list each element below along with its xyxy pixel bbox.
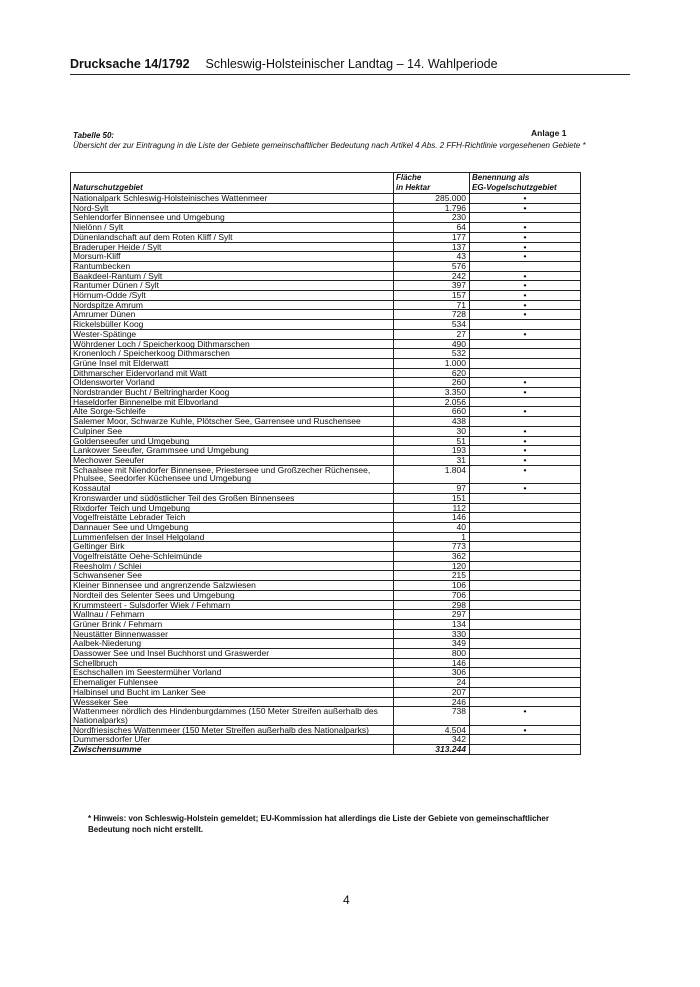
table-caption: Übersicht der zur Eintragung in die Liste der Gebiete gemeinschaftlicher Bedeutung nach Artikel 4 Abs. 2 FFH-Richtlinie vorgesehenen Gebiete *: [73, 141, 586, 150]
bird-area-mark-cell: •: [470, 436, 581, 446]
area-cell: 193: [394, 446, 470, 456]
table-row: [71, 358, 581, 368]
area-cell: 298: [394, 600, 470, 610]
site-name-cell: Baakdeel-Rantum / Sylt: [71, 271, 394, 281]
site-name-cell: Schaalsee mit Niendorfer Binnensee, Priestersee und Großzecher Rüchensee, Phulsee, Seedorfer Küchensee und Umgebung: [71, 465, 394, 483]
area-cell: 706: [394, 590, 470, 600]
footnote: * Hinweis: von Schleswig-Holstein gemeldet; EU-Kommission hat allerdings die Liste der Gebiete von gemeinschaftlicher Bedeutung noch nicht erstellt.: [88, 814, 549, 834]
table-row: [71, 436, 581, 446]
bird-area-mark-cell: [470, 639, 581, 649]
table-row: [71, 561, 581, 571]
bird-area-mark-cell: [470, 561, 581, 571]
bird-area-mark-cell: [470, 493, 581, 503]
area-cell: 242: [394, 271, 470, 281]
bird-area-mark-cell: [470, 320, 581, 330]
area-cell: 230: [394, 213, 470, 223]
site-name-cell: Nordstrander Bucht / Beltringharder Koog: [71, 388, 394, 398]
area-cell: 1.804: [394, 465, 470, 483]
bird-area-mark-cell: [470, 532, 581, 542]
area-cell: 157: [394, 291, 470, 301]
area-cell: 215: [394, 571, 470, 581]
site-name-cell: Amrumer Dünen: [71, 310, 394, 320]
table-row: [71, 397, 581, 407]
area-cell: 146: [394, 658, 470, 668]
site-name-cell: Halbinsel und Bucht im Lanker See: [71, 687, 394, 697]
table-row: [71, 522, 581, 532]
bird-area-mark-cell: [470, 397, 581, 407]
table-row: [71, 417, 581, 427]
table-row: [71, 426, 581, 436]
area-cell: 773: [394, 542, 470, 552]
site-name-cell: Rixdorfer Teich und Umgebung: [71, 503, 394, 513]
area-cell: 246: [394, 697, 470, 707]
area-cell: 177: [394, 232, 470, 242]
site-name-cell: Wöhrdener Loch / Speicherkoog Dithmarschen: [71, 339, 394, 349]
area-cell: 490: [394, 339, 470, 349]
area-cell: 112: [394, 503, 470, 513]
table-row: [71, 687, 581, 697]
table-row: [71, 649, 581, 659]
area-cell: 4.504: [394, 725, 470, 735]
bird-area-mark-cell: [470, 213, 581, 223]
column-header-bird-area: [470, 173, 581, 194]
area-cell: 31: [394, 455, 470, 465]
table-row: [71, 213, 581, 223]
bird-area-mark-cell: [470, 552, 581, 562]
site-name-cell: Hörnum-Odde /Sylt: [71, 291, 394, 301]
bird-area-mark-cell: [470, 687, 581, 697]
area-cell: 3.350: [394, 388, 470, 398]
bird-area-mark-cell: [470, 261, 581, 271]
area-cell: 40: [394, 522, 470, 532]
bird-area-mark-cell: [470, 358, 581, 368]
area-cell: 330: [394, 629, 470, 639]
table-row: [71, 513, 581, 523]
table-row: [71, 629, 581, 639]
site-name-cell: Nordspitze Amrum: [71, 300, 394, 310]
site-name-cell: Rantumbecken: [71, 261, 394, 271]
column-header-name: Naturschutzgebiet: [71, 173, 394, 194]
table-row: [71, 194, 581, 204]
table-row: [71, 339, 581, 349]
site-name-cell: Culpiner See: [71, 426, 394, 436]
bird-area-mark-cell: •: [470, 388, 581, 398]
table-row: [71, 465, 581, 483]
bird-area-mark-cell: •: [470, 378, 581, 388]
table-row: [71, 252, 581, 262]
site-name-cell: Kleiner Binnensee und angrenzende Salzwiesen: [71, 581, 394, 591]
area-cell: 71: [394, 300, 470, 310]
bird-area-mark-cell: [470, 649, 581, 659]
table-row: [71, 600, 581, 610]
site-name-cell: Geltinger Birk: [71, 542, 394, 552]
site-name-cell: Kossautal: [71, 484, 394, 494]
table-row: [71, 320, 581, 330]
table-row: [71, 678, 581, 688]
bird-area-mark-cell: [470, 600, 581, 610]
site-name-cell: Salemer Moor, Schwarze Kuhle, Plötscher See, Garrensee und Ruschensee: [71, 417, 394, 427]
site-name-cell: Vogelfreistätte Lebrader Teich: [71, 513, 394, 523]
area-cell: 738: [394, 707, 470, 725]
area-cell: 24: [394, 678, 470, 688]
site-name-cell: Goldenseeufer und Umgebung: [71, 436, 394, 446]
table-row: [71, 455, 581, 465]
site-name-cell: Haseldorfer Binnenelbe mit Elbvorland: [71, 397, 394, 407]
column-header-area: [394, 173, 470, 194]
area-cell: 362: [394, 552, 470, 562]
bird-area-mark-cell: [470, 542, 581, 552]
bird-area-mark-cell: [470, 658, 581, 668]
site-name-cell: Dassower See und Insel Buchhorst und Graswerder: [71, 649, 394, 659]
area-cell: 51: [394, 436, 470, 446]
table-row: [71, 261, 581, 271]
bird-area-mark-cell: •: [470, 291, 581, 301]
table-row: [71, 368, 581, 378]
area-cell: 306: [394, 668, 470, 678]
area-cell: 534: [394, 320, 470, 330]
site-name-cell: Lankower Seeufer, Grammsee und Umgebung: [71, 446, 394, 456]
site-name-cell: Aalbek-Niederung: [71, 639, 394, 649]
table-row: [71, 378, 581, 388]
area-cell: 1.796: [394, 203, 470, 213]
bird-area-mark-cell: [470, 522, 581, 532]
area-cell: 660: [394, 407, 470, 417]
bird-area-mark-cell: •: [470, 203, 581, 213]
site-name-cell: Nordfriesisches Wattenmeer (150 Meter Streifen außerhalb des Nationalparks): [71, 725, 394, 735]
area-cell: 207: [394, 687, 470, 697]
area-cell: 438: [394, 417, 470, 427]
site-name-cell: Ehemaliger Fuhlensee: [71, 678, 394, 688]
table-row: [71, 735, 581, 745]
subtotal-empty: [470, 745, 581, 755]
site-name-cell: Schwansener See: [71, 571, 394, 581]
bird-area-mark-cell: •: [470, 455, 581, 465]
table-row: [71, 697, 581, 707]
subtotal-row: [71, 745, 581, 755]
table-row: [71, 329, 581, 339]
table-row: [71, 310, 581, 320]
site-name-cell: Lummenfelsen der Insel Helgoland: [71, 532, 394, 542]
area-cell: 151: [394, 493, 470, 503]
bird-area-mark-cell: [470, 619, 581, 629]
area-cell: 27: [394, 329, 470, 339]
site-name-cell: Wesseker See: [71, 697, 394, 707]
table-row: [71, 232, 581, 242]
area-cell: 1: [394, 532, 470, 542]
table-row: [71, 484, 581, 494]
site-name-cell: Mechower Seeufer: [71, 455, 394, 465]
bird-area-mark-cell: •: [470, 725, 581, 735]
page-number: 4: [343, 893, 350, 907]
table-row: [71, 446, 581, 456]
bird-area-mark-cell: •: [470, 271, 581, 281]
column-header-area-line2: in Hektar: [396, 183, 431, 192]
bird-area-mark-cell: •: [470, 707, 581, 725]
area-cell: 576: [394, 261, 470, 271]
area-cell: 285.000: [394, 194, 470, 204]
table-row: [71, 639, 581, 649]
table-row: [71, 532, 581, 542]
area-cell: 146: [394, 513, 470, 523]
table-row: [71, 552, 581, 562]
bird-area-mark-cell: [470, 678, 581, 688]
area-cell: 43: [394, 252, 470, 262]
site-name-cell: Dummersdorfer Ufer: [71, 735, 394, 745]
area-cell: 64: [394, 223, 470, 233]
area-cell: 728: [394, 310, 470, 320]
column-header-area-line1: Fläche: [396, 173, 422, 182]
bird-area-mark-cell: [470, 503, 581, 513]
area-cell: 800: [394, 649, 470, 659]
site-name-cell: Sehlendorfer Binnensee und Umgebung: [71, 213, 394, 223]
bird-area-mark-cell: [470, 513, 581, 523]
area-cell: 134: [394, 619, 470, 629]
table-row: [71, 203, 581, 213]
table-row: [71, 407, 581, 417]
table-row: [71, 271, 581, 281]
subtotal-value: 313.244: [394, 745, 470, 755]
bird-area-mark-cell: [470, 735, 581, 745]
area-cell: 620: [394, 368, 470, 378]
site-name-cell: Dannauer See und Umgebung: [71, 522, 394, 532]
bird-area-mark-cell: [470, 339, 581, 349]
bird-area-mark-cell: •: [470, 232, 581, 242]
table-row: [71, 725, 581, 735]
site-name-cell: Reesholm / Schlei: [71, 561, 394, 571]
bird-area-mark-cell: •: [470, 329, 581, 339]
table-row: [71, 223, 581, 233]
site-name-cell: Kronswarder und südöstlicher Teil des Großen Binnensees: [71, 493, 394, 503]
table-row: [71, 503, 581, 513]
table-row: [71, 610, 581, 620]
table-row: [71, 658, 581, 668]
area-cell: 532: [394, 349, 470, 359]
bird-area-mark-cell: •: [470, 407, 581, 417]
site-name-cell: Rantumer Dünen / Sylt: [71, 281, 394, 291]
table-row: [71, 590, 581, 600]
bird-area-mark-cell: [470, 610, 581, 620]
site-name-cell: Oldensworter Vorland: [71, 378, 394, 388]
table-row: [71, 668, 581, 678]
table-row: [71, 571, 581, 581]
column-header-bird-line2: EG-Vogelschutzgebiet: [472, 183, 557, 192]
site-name-cell: Schellbruch: [71, 658, 394, 668]
site-name-cell: Krummsteert - Sulsdorfer Wiek / Fehmarn: [71, 600, 394, 610]
site-name-cell: Wattenmeer nördlich des Hindenburgdammes (150 Meter Streifen außerhalb des Nationalparks): [71, 707, 394, 725]
table-row: [71, 581, 581, 591]
nature-reserve-table: [70, 172, 581, 755]
anlage-label: Anlage 1: [531, 128, 567, 138]
area-cell: 397: [394, 281, 470, 291]
bird-area-mark-cell: •: [470, 194, 581, 204]
area-cell: 120: [394, 561, 470, 571]
site-name-cell: Alte Sorge-Schleife: [71, 407, 394, 417]
bird-area-mark-cell: [470, 697, 581, 707]
area-cell: 1.000: [394, 358, 470, 368]
table-label: Tabelle 50:: [73, 131, 115, 140]
site-name-cell: Vogelfreistätte Oehe-Schleimünde: [71, 552, 394, 562]
site-name-cell: Nielönn / Sylt: [71, 223, 394, 233]
table-row: [71, 388, 581, 398]
table-row: [71, 542, 581, 552]
bird-area-mark-cell: [470, 668, 581, 678]
site-name-cell: Morsum-Kliff: [71, 252, 394, 262]
table-row: [71, 619, 581, 629]
table-header-row: [71, 173, 581, 194]
table-row: [71, 291, 581, 301]
subtotal-label: Zwischensumme: [71, 745, 394, 755]
bird-area-mark-cell: •: [470, 300, 581, 310]
bird-area-mark-cell: •: [470, 242, 581, 252]
table-row: [71, 493, 581, 503]
site-name-cell: Braderuper Heide / Sylt: [71, 242, 394, 252]
table-row: [71, 300, 581, 310]
area-cell: 106: [394, 581, 470, 591]
bird-area-mark-cell: •: [470, 281, 581, 291]
bird-area-mark-cell: [470, 581, 581, 591]
drucksache-number: Drucksache 14/1792: [70, 57, 190, 71]
site-name-cell: Dithmarscher Eidervorland mit Watt: [71, 368, 394, 378]
area-cell: 137: [394, 242, 470, 252]
table-row: [71, 707, 581, 725]
table-row: [71, 281, 581, 291]
page-header: [70, 57, 630, 75]
header-title: Schleswig-Holsteinischer Landtag – 14. Wahlperiode: [205, 57, 498, 71]
site-name-cell: Grüner Brink / Fehmarn: [71, 619, 394, 629]
bird-area-mark-cell: [470, 629, 581, 639]
bird-area-mark-cell: •: [470, 426, 581, 436]
site-name-cell: Nordteil des Selenter Sees und Umgebung: [71, 590, 394, 600]
area-cell: 30: [394, 426, 470, 436]
bird-area-mark-cell: [470, 417, 581, 427]
area-cell: 97: [394, 484, 470, 494]
bird-area-mark-cell: •: [470, 484, 581, 494]
site-name-cell: Wallnau / Fehmarn: [71, 610, 394, 620]
area-cell: 2.056: [394, 397, 470, 407]
area-cell: 349: [394, 639, 470, 649]
site-name-cell: Neustätter Binnenwasser: [71, 629, 394, 639]
site-name-cell: Kronenloch / Speicherkoog Dithmarschen: [71, 349, 394, 359]
bird-area-mark-cell: •: [470, 446, 581, 456]
bird-area-mark-cell: [470, 571, 581, 581]
bird-area-mark-cell: [470, 590, 581, 600]
column-header-bird-line1: Benennung als: [472, 173, 530, 182]
bird-area-mark-cell: [470, 349, 581, 359]
area-cell: 342: [394, 735, 470, 745]
site-name-cell: Nationalpark Schleswig-Holsteinisches Wattenmeer: [71, 194, 394, 204]
area-cell: 297: [394, 610, 470, 620]
site-name-cell: Rickelsbüller Koog: [71, 320, 394, 330]
bird-area-mark-cell: [470, 368, 581, 378]
bird-area-mark-cell: •: [470, 223, 581, 233]
table-row: [71, 349, 581, 359]
area-cell: 260: [394, 378, 470, 388]
bird-area-mark-cell: •: [470, 252, 581, 262]
site-name-cell: Nord-Sylt: [71, 203, 394, 213]
bird-area-mark-cell: •: [470, 465, 581, 483]
table-row: [71, 242, 581, 252]
site-name-cell: Eschschallen im Seestermüher Vorland: [71, 668, 394, 678]
bird-area-mark-cell: •: [470, 310, 581, 320]
site-name-cell: Wester-Spätinge: [71, 329, 394, 339]
site-name-cell: Dünenlandschaft auf dem Roten Kliff / Sylt: [71, 232, 394, 242]
site-name-cell: Grüne Insel mit Elderwatt: [71, 358, 394, 368]
